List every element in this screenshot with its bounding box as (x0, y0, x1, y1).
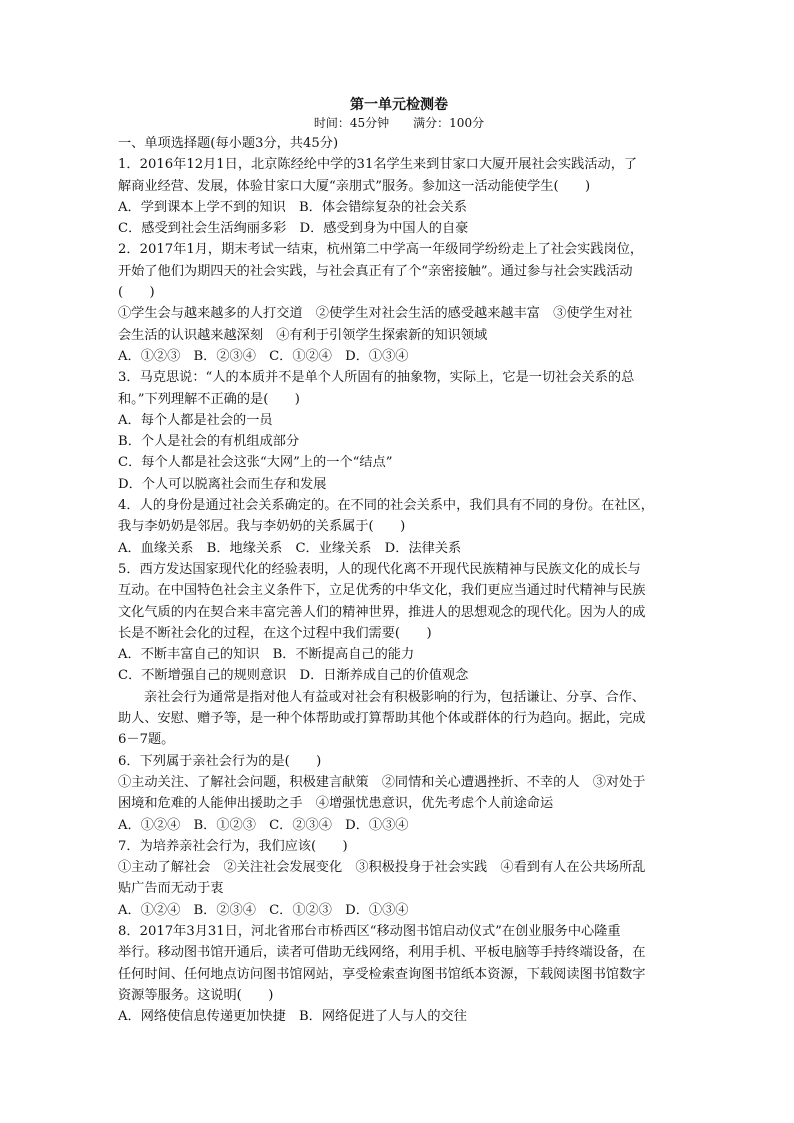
text-line: ①学生会与越来越多的人打交道 ②使学生对社会生活的感受越来越丰富 ③使学生对社 (118, 306, 633, 322)
text-line: 助人、安慰、赠予等，是一种个体帮助或打算帮助其他个体或群体的行为趋向。据此，完成 (118, 711, 646, 727)
option-line: C．不断增强自己的规则意识 D．日渐养成自己的价值观念 (118, 668, 469, 684)
text-line: 开始了他们为期四天的社会实践，与社会真正有了个“亲密接触”。通过参与社会实践活动 (118, 263, 633, 279)
text-line: 举行。移动图书馆开通后，读者可借助无线网络，利用手机、平板电脑等手持终端设备，在 (118, 945, 646, 961)
text-line: 会生活的认识越来越深刻 ④有利于引领学生探索新的知识领域 (118, 327, 488, 343)
section-heading: 一、单项选择题(每小题3分，共45分) (118, 136, 339, 151)
text-line: 5．西方发达国家现代化的经验表明，人的现代化离不开现代民族精神与民族文化的成长与 (118, 561, 641, 577)
option-line: A．网络使信息传递更加快捷 B．网络促进了人与人的交往 (118, 1009, 467, 1025)
option-line: A．不断丰富自己的知识 B．不断提高自己的能力 (118, 647, 415, 663)
text-line: 4．人的身份是通过社会关系确定的。在不同的社会关系中，我们具有不同的身份。在社区， (118, 498, 654, 514)
exam-title: 第一单元检测卷 (350, 97, 448, 113)
text-line: 和。”下列理解不正确的是( ) (118, 391, 300, 407)
text-line: 解商业经营、发展，体验甘家口大厦“亲朋式”服务。参加这一活动能使学生( ) (118, 178, 591, 194)
material-paragraph-line: 亲社会行为通常是指对他人有益或对社会有积极影响的行为，包括谦让、分享、合作、 (144, 689, 646, 705)
text-line: 2．2017年1月，期末考试一结束，杭州第二中学高一年级同学纷纷走上了社会实践岗位， (118, 242, 644, 258)
option-line: C．每个人都是社会这张“大网”上的一个“结点” (118, 455, 393, 471)
text-line: 长是不断社会化的过程，在这个过程中我们需要( ) (118, 625, 432, 641)
text-line: 文化气质的内在契合来丰富完善人们的精神世界，推进人的思想观念的现代化。因为人的成 (118, 604, 646, 620)
text-line: 1．2016年12月1日，北京陈经纶中学的31名学生来到甘家口大厦开展社会实践活动，了 (118, 157, 638, 173)
option-line: A．每个人都是社会的一员 (118, 412, 273, 428)
option-line: A．①②④ B．①②③ C．②③④ D．①③④ (118, 817, 409, 833)
option-line: A．①②③ B．②③④ C．①②④ D．①③④ (118, 348, 409, 364)
text-line: 7．为培养亲社会行为，我们应该( ) (118, 838, 348, 854)
text-line: 6．下列属于亲社会行为的是( ) (118, 753, 322, 769)
text-line: 6－7题。 (118, 732, 175, 748)
option-line: A．①②④ B．②③④ C．①②③ D．①③④ (118, 902, 409, 918)
exam-subtitle: 时间：45分钟 满分：100分 (313, 116, 485, 130)
text-line: ( ) (118, 285, 155, 301)
text-line: 资源等服务。这说明( ) (118, 987, 274, 1003)
text-line: 贴广告而无动于衷 (118, 881, 224, 897)
option-line: C．感受到社会生活绚丽多彩 D．感受到身为中国人的自豪 (118, 221, 469, 237)
text-line: 8．2017年3月31日，河北省邢台市桥西区“移动图书馆启动仪式”在创业服务中心隆重 (118, 923, 621, 939)
text-line: 我与李奶奶是邻居。我与李奶奶的关系属于( ) (118, 519, 406, 535)
exam-page (118, 92, 680, 1027)
text-line: 互动。在中国特色社会主义条件下，立足优秀的中华文化，我们更应当通过时代精神与民族 (118, 583, 646, 599)
text-line: ①主动了解社会 ②关注社会发展变化 ③积极投身于社会实践 ④看到有人在公共场所乱 (118, 860, 646, 876)
text-line: ①主动关注、了解社会问题，积极建言献策 ②同情和关心遭遇挫折、不幸的人 ③对处于 (118, 774, 646, 790)
option-line: A．血缘关系 B．地缘关系 C．业缘关系 D．法律关系 (118, 540, 462, 556)
text-line: 困境和危难的人能伸出援助之手 ④增强忧患意识，优先考虑个人前途命运 (118, 796, 554, 812)
text-line: 3．马克思说：“人的本质并不是单个人所固有的抽象物，实际上，它是一切社会关系的总 (118, 370, 635, 386)
option-line: B．个人是社会的有机组成部分 (118, 434, 300, 450)
text-line: 任何时间、任何地点访问图书馆网站，享受检索查询图书馆纸本资源，下载阅读图书馆数字 (118, 966, 646, 982)
option-line: D．个人可以脱离社会而生存和发展 (118, 476, 327, 492)
option-line: A．学到课本上学不到的知识 B．体会错综复杂的社会关系 (118, 199, 467, 215)
